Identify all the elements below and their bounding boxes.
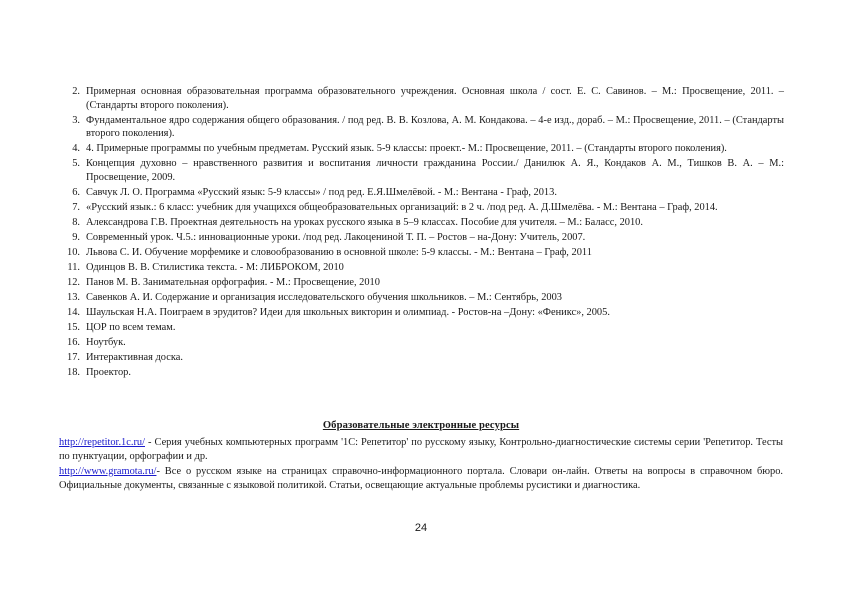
- reference-item: [62, 336, 784, 350]
- reference-text: ЦОР по всем темам.: [86, 321, 176, 333]
- resource-description: - Серия учебных компьютерных программ '1С: Репетитор' по русскому языку, Контрольно-диагностические системы серии 'Репетитор. Тесты по пунктуации, орфографии и др.: [59, 437, 783, 462]
- reference-text: Интерактивная доска.: [86, 351, 183, 363]
- reference-text: Ноутбук.: [86, 336, 126, 348]
- resource-link[interactable]: http://www.gramota.ru/: [59, 466, 157, 477]
- reference-item: [62, 186, 784, 200]
- reference-number: 6.: [72, 186, 80, 198]
- page-number: 24: [414, 522, 428, 534]
- reference-text: 4. Примерные программы по учебным предметам. Русский язык. 5-9 классы: проект.- М.: Просвещение, 2011. – (Стандарты второго поколения).: [86, 143, 727, 155]
- reference-number: 17.: [67, 351, 80, 363]
- reference-item: [62, 216, 784, 230]
- reference-text: Концепция духовно – нравственного развития и воспитания личности гражданина России./ Данилюк А. Я., Кондаков А. М., Тишков В. А. – М.: Просвещение, 2009.: [86, 158, 784, 183]
- reference-number: 9.: [72, 231, 80, 243]
- reference-item: [62, 321, 784, 335]
- reference-item: [62, 246, 784, 260]
- reference-text: Проектор.: [86, 366, 131, 378]
- reference-text: Панов М. В. Занимательная орфография. - М.: Просвещение, 2010: [86, 276, 380, 288]
- reference-item: [62, 261, 784, 275]
- reference-text: Львова С. И. Обучение морфемике и словообразованию в основной школе: 5-9 классы. - М.: Вентана – Граф, 2011: [86, 246, 592, 258]
- reference-text: Одинцов В. В. Стилистика текста. - М: ЛИБРОКОМ, 2010: [86, 261, 344, 273]
- reference-number: 18.: [67, 366, 80, 378]
- reference-number: 5.: [72, 158, 80, 170]
- resource-entry: [59, 465, 783, 492]
- reference-item: [62, 142, 784, 156]
- reference-item: [62, 114, 784, 141]
- reference-item: [62, 201, 784, 215]
- reference-number: 14.: [67, 306, 80, 318]
- reference-item: [62, 291, 784, 305]
- reference-text: «Русский язык.: 6 класс: учебник для учащихся общеобразовательных организаций: в 2 ч. /под ред. А. Д.Шмелёва. - М.: Вентана – Граф, 2014.: [86, 201, 718, 213]
- resource-entry: [59, 436, 783, 463]
- reference-text: Савенков А. И. Содержание и организация исследовательского обучения школьников. – М.: Сентябрь, 2003: [86, 291, 562, 303]
- reference-number: 12.: [67, 276, 80, 288]
- reference-text: Александрова Г.В. Проектная деятельность на уроках русского языка в 5–9 классах. Пособие для учителя. – М.: Баласс, 2010.: [86, 216, 643, 228]
- reference-number: 3.: [72, 114, 80, 126]
- reference-item: [62, 306, 784, 320]
- reference-number: 8.: [72, 216, 80, 228]
- reference-number: 15.: [67, 321, 80, 333]
- reference-text: Шаульская Н.А. Поиграем в эрудитов? Идеи для школьных викторин и олимпиад. - Ростов-на –Дону: «Феникс», 2005.: [86, 306, 610, 318]
- reference-item: [62, 157, 784, 184]
- reference-text: Фундаментальное ядро содержания общего образования. / под ред. В. В. Козлова, А. М. Кондакова. – 4-е изд., дораб. – М.: Просвещение, 2011. – (Стандарты второго поколения).: [86, 114, 784, 140]
- resource-description: - Все о русском языке на страницах справочно-информационного портала. Словари он-лайн. Ответы на вопросы в справочном бюро. Официальные документы, связанные с языковой политикой. Статьи, освещающие актуальные проблемы русистики и диагностика.: [59, 466, 783, 491]
- reference-number: 2.: [72, 86, 80, 97]
- reference-text: Примерная основная образовательная программа образовательного учреждения. Основная школа / сост. Е. С. Савинов. – М.: Просвещение, 2011. – (Стандарты второго поколения).: [86, 86, 784, 111]
- reference-list: [62, 85, 784, 381]
- reference-number: 7.: [72, 201, 80, 213]
- reference-item: [62, 366, 784, 380]
- reference-item: [62, 85, 784, 112]
- reference-number: 4.: [72, 143, 80, 155]
- resource-link[interactable]: http://repetitor.1c.ru/: [59, 437, 145, 448]
- reference-text: Савчук Л. О. Программа «Русский язык: 5-9 классы» / под ред. Е.Я.Шмелёвой. - М.: Вентана - Граф, 2013.: [86, 186, 557, 198]
- reference-number: 10.: [67, 246, 80, 258]
- reference-number: 16.: [67, 336, 80, 348]
- reference-item: [62, 276, 784, 290]
- resources-heading: Образовательные электронные ресурсы: [322, 420, 520, 431]
- reference-item: [62, 231, 784, 245]
- reference-item: [62, 351, 784, 365]
- reference-text: Современный урок. Ч.5.: инновационные уроки. /под ред. Лакоцениной Т. П. – Ростов – на-Дону: Учитель, 2007.: [86, 231, 586, 243]
- reference-number: 13.: [67, 291, 80, 303]
- reference-number: 11.: [67, 261, 80, 273]
